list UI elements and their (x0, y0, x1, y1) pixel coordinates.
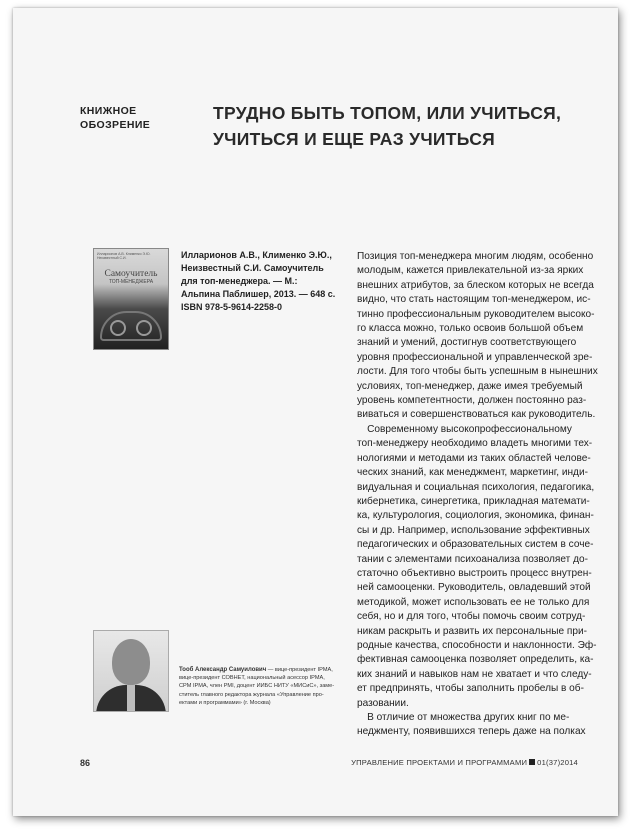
body-line: ней самооценки. Руководитель, овладевший этой (357, 582, 591, 594)
author-head-shape (112, 639, 150, 685)
body-line: видно, что стать настоящим топ-менеджером, ис- (357, 294, 591, 306)
cover-authors: Илларионов А.В. Клименко Э.Ю. Неизвестный С.И. (97, 252, 151, 260)
body-line: внешних атрибутов, за блеском которых не всегда (357, 279, 594, 291)
body-line: видуальная и социальная психология, педагогика, (357, 481, 595, 493)
author-photo (93, 630, 169, 712)
author-bio-line: вице-президент СОВНЕТ, национальный асессор IPMA, (179, 675, 325, 682)
square-separator-icon (529, 759, 535, 765)
body-line: себя, но и для того, чтобы помочь своим сотруд- (357, 611, 586, 623)
author-bio-line: ектами и программами» (г. Москва) (179, 699, 271, 706)
biblio-line: Неизвестный С.И. Самоучитель (181, 263, 324, 273)
body-line: Современному высокопрофессиональному (357, 423, 572, 435)
body-line: тинно профессиональным руководителем высоко- (357, 308, 595, 320)
biblio-line: Альпина Паблишер, 2013. — 648 с. (181, 289, 336, 299)
body-line: педагогических и образовательных систем в соче- (357, 539, 594, 551)
body-line: неджменту, появившихся теперь даже на полках (357, 726, 586, 738)
section-label-line-2: ОБОЗРЕНИЕ (80, 119, 151, 131)
body-line: уровень компетентности, должен постоянно раз- (357, 395, 587, 407)
biblio-line: для топ-менеджера. — М.: (181, 276, 298, 286)
author-bio-line: ститель главного редактора журнала «Управление про- (179, 691, 324, 698)
author-tie-shape (127, 685, 135, 711)
article-body (357, 250, 607, 740)
body-line: лости. Для того чтобы быть успешным в нынешних (357, 366, 598, 378)
section-label (80, 104, 150, 132)
body-line: виваться и совершенствоваться как руководитель. (357, 409, 596, 421)
body-line: го класса можно, только освоив большой объем (357, 323, 584, 335)
body-line: ка, культурология, социология, экономика, финан- (357, 510, 594, 522)
magazine-page (13, 8, 618, 816)
author-bio-line: — вице-президент IPMA, (266, 667, 333, 673)
author-bio (179, 666, 343, 707)
bibliographic-info (181, 249, 339, 314)
body-line: Позиция топ-менеджера многим людям, особенно (357, 251, 594, 262)
book-cover-image (93, 248, 169, 350)
article-title-line-2: УЧИТЬСЯ И ЕЩЕ РАЗ УЧИТЬСЯ (213, 129, 496, 149)
section-label-line-1: КНИЖНОЕ (80, 105, 137, 117)
body-line: кибернетика, синергетика, прикладная математи- (357, 495, 590, 507)
body-line: топ-менеджеру необходимо владеть многими тех- (357, 438, 593, 450)
body-line: уровня профессиональной и управленческой зре- (357, 351, 593, 363)
biblio-line: ISBN 978-5-9614-2258-0 (181, 302, 283, 312)
body-line: знаний и умений, достигнув соответствующего (357, 337, 577, 349)
body-line: родные качества, способности и наклонности. Эф- (357, 639, 597, 651)
body-line: ческих знаний, как менеджмент, маркетинг, инди- (357, 467, 588, 479)
running-footer (351, 758, 578, 767)
body-line: В отличие от множества других книг по ме- (357, 712, 570, 723)
body-line: ет предпринять, чтобы заполнить пробелы в об- (357, 683, 584, 695)
body-line: тании с элементами психоанализа позволяет до- (357, 553, 588, 565)
page-number: 86 (80, 758, 91, 768)
body-line: фективная самооценка позволяет определить, ка- (357, 654, 594, 666)
article-title-line-1: ТРУДНО БЫТЬ ТОПОМ, ИЛИ УЧИТЬСЯ, (213, 103, 562, 123)
biblio-line: Илларионов А.В., Клименко Э.Ю., (181, 250, 332, 260)
article-title (213, 100, 593, 152)
body-line: разовании. (357, 697, 409, 709)
cockpit-illustration (100, 311, 162, 341)
cover-title: Самоучитель (104, 269, 158, 279)
journal-name: УПРАВЛЕНИЕ ПРОЕКТАМИ И ПРОГРАММАМИ (351, 758, 528, 767)
body-line: молодым, кажется привлекательной из-за ярких (357, 265, 584, 277)
body-line: методикой, может использовать ее не только для (357, 596, 590, 608)
author-name: Тооб Александр Самуилович (179, 667, 267, 673)
issue-number: 01(37)2014 (537, 758, 578, 767)
body-line: ких знаний и навыков нам не хватает и что следу- (357, 668, 592, 680)
body-line: сы и др. Например, использование эффективных (357, 524, 590, 536)
body-line: условиях, топ-менеджер, даже имея требуемый (357, 380, 583, 392)
body-line: никам раскрыть и развить их персональные при- (357, 625, 587, 637)
cover-subtitle: ТОП-МЕНЕДЖЕРА (108, 279, 154, 285)
body-line: нологиями и методами из таких областей челове- (357, 452, 591, 464)
body-line: статочно объективно выстроить процесс внутрен- (357, 567, 592, 579)
author-bio-line: CPM IPMA, член PMI, доцент ИИБС НИТУ «МИСиС», заме- (179, 683, 335, 690)
